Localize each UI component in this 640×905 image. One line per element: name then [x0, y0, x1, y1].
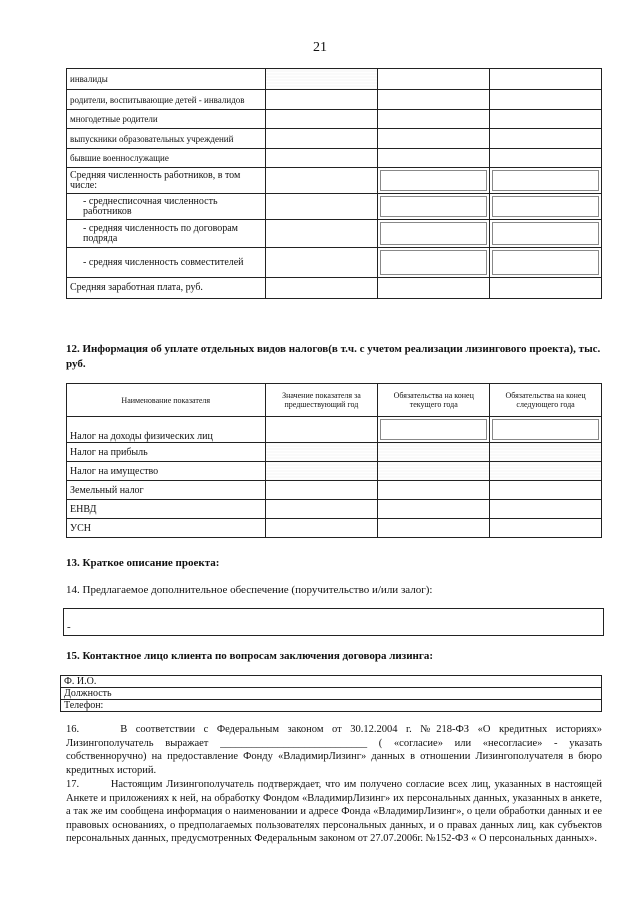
paragraph-number: 17.	[66, 779, 80, 790]
value-cell[interactable]	[490, 110, 602, 129]
column-header: Значение показателя за предшествующий год	[265, 384, 378, 417]
value-cell[interactable]	[378, 443, 490, 462]
value-cell[interactable]	[378, 69, 490, 90]
contact-phone-field[interactable]: Телефон:	[61, 700, 602, 712]
row-label: - средняя численность по договорам подряда	[67, 220, 266, 248]
value-cell[interactable]	[378, 110, 490, 129]
value-cell[interactable]	[378, 194, 490, 220]
row-label: Земельный налог	[67, 481, 266, 500]
table-row	[67, 69, 602, 90]
value-cell[interactable]	[265, 69, 378, 90]
paragraph-17	[66, 778, 602, 846]
table-row	[67, 443, 602, 462]
table-row	[67, 481, 602, 500]
value-cell[interactable]	[265, 194, 378, 220]
page-number: 21	[313, 40, 327, 55]
row-label: инвалиды	[67, 69, 266, 90]
table-row	[67, 220, 602, 248]
table-row	[67, 500, 602, 519]
value-cell[interactable]	[490, 500, 602, 519]
value-cell[interactable]	[265, 278, 378, 299]
value-cell[interactable]	[265, 220, 378, 248]
row-label: Налог на прибыль	[67, 443, 266, 462]
value-cell[interactable]	[378, 500, 490, 519]
value-cell[interactable]	[265, 481, 378, 500]
value-cell[interactable]	[378, 220, 490, 248]
value-cell[interactable]	[378, 481, 490, 500]
table-row	[67, 417, 602, 443]
table-row	[67, 194, 602, 220]
row-label: Налог на доходы физических лиц	[67, 417, 266, 443]
table-header-row	[67, 384, 602, 417]
table-row	[67, 168, 602, 194]
value-cell[interactable]	[490, 443, 602, 462]
value-cell[interactable]	[490, 129, 602, 149]
security-field[interactable]	[63, 608, 604, 636]
table-row	[67, 462, 602, 481]
paragraph-text: В соответствии с Федеральным законом от 30.12.2004 г. №218-ФЗ «О кредитных историях» Лизингополучатель выражает	[66, 724, 603, 749]
row-label: бывшие военнослужащие	[67, 149, 266, 168]
column-header: Обязательства на конец текущего года	[378, 384, 490, 417]
consent-blank[interactable]: ____________________________	[220, 737, 368, 749]
contact-table	[60, 675, 602, 712]
paragraph-text: ( «согласие» или «несогласие» - указать собственноручно) на предоставление Фонду «ВладимирЛизинг» данных в отношении Лизингополучателя в бюро кредитных историй.	[66, 737, 603, 776]
value-cell[interactable]	[265, 129, 378, 149]
value-cell[interactable]	[490, 481, 602, 500]
value-cell[interactable]	[378, 278, 490, 299]
row-label: - среднесписочная численность работников	[67, 194, 266, 220]
row-label: Средняя численность работников, в том числе:	[67, 168, 266, 194]
value-cell[interactable]	[490, 519, 602, 538]
value-cell[interactable]	[378, 90, 490, 110]
table-row	[67, 248, 602, 278]
column-header: Наименование показателя	[67, 384, 266, 417]
table-row	[67, 129, 602, 149]
paragraph-text: Настоящим Лизингополучатель подтверждает, что им получено согласие всех лиц, указанных в настоящей Анкете и приложениях к ней, на обработку Фондом «ВладимирЛизинг» их персональных данных, указанных в анкете, а так же им сообщена информация о наименовании и адресе Фонда «ВладимирЛизинг», о цели обработки данных и ее правовых основаниях, о предполагаемых пользователях персональных данных, и о правах данных лиц, как субъектов персональных данных, предусмотренных Федеральным законом от 27.07.2006г. №152-ФЗ « О персональных данных».	[66, 779, 603, 844]
value-cell[interactable]	[378, 462, 490, 481]
tax-table	[66, 383, 602, 538]
value-cell[interactable]	[490, 69, 602, 90]
value-cell[interactable]	[265, 149, 378, 168]
row-label: - средняя численность совместителей	[67, 248, 266, 278]
value-cell[interactable]	[378, 519, 490, 538]
table-row	[67, 110, 602, 129]
section-15-title: 15. Контактное лицо клиента по вопросам заключения договора лизинга:	[66, 650, 434, 662]
value-cell[interactable]	[265, 168, 378, 194]
table-row	[67, 278, 602, 299]
row-label: УСН	[67, 519, 266, 538]
value-cell[interactable]	[378, 129, 490, 149]
value-cell[interactable]	[378, 417, 490, 443]
value-cell[interactable]	[265, 248, 378, 278]
value-cell[interactable]	[490, 149, 602, 168]
value-cell[interactable]	[265, 519, 378, 538]
table-row	[67, 90, 602, 110]
value-cell[interactable]	[378, 168, 490, 194]
value-cell[interactable]	[490, 194, 602, 220]
staff-table	[66, 68, 602, 299]
value-cell[interactable]	[490, 462, 602, 481]
value-cell[interactable]	[490, 168, 602, 194]
value-cell[interactable]	[265, 417, 378, 443]
value-cell[interactable]	[490, 90, 602, 110]
row-label: выпускники образовательных учреждений	[67, 129, 266, 149]
table-row	[61, 688, 602, 700]
table-row	[67, 519, 602, 538]
table-row	[61, 700, 602, 712]
value-cell[interactable]	[378, 149, 490, 168]
value-cell[interactable]	[265, 500, 378, 519]
row-label: ЕНВД	[67, 500, 266, 519]
paragraph-16	[66, 723, 602, 777]
value-cell[interactable]	[490, 417, 602, 443]
value-cell[interactable]	[265, 462, 378, 481]
paragraph-number: 16.	[66, 724, 80, 735]
value-cell[interactable]	[490, 248, 602, 278]
row-label: Средняя заработная плата, руб.	[67, 278, 266, 299]
section-14-title: 14. Предлагаемое дополнительное обеспечение (поручительство и/или залог):	[66, 584, 433, 596]
value-cell[interactable]	[265, 90, 378, 110]
row-label: многодетные родители	[67, 110, 266, 129]
table-row	[61, 676, 602, 688]
row-label: родители, воспитывающие детей - инвалидов	[67, 90, 266, 110]
value-cell[interactable]	[490, 278, 602, 299]
security-value: -	[67, 621, 71, 633]
contact-position-field[interactable]: Должность	[61, 688, 602, 700]
value-cell[interactable]	[378, 248, 490, 278]
value-cell[interactable]	[490, 220, 602, 248]
row-label: Налог на имущество	[67, 462, 266, 481]
value-cell[interactable]	[265, 110, 378, 129]
contact-name-field[interactable]: Ф. И.О.	[61, 676, 602, 688]
value-cell[interactable]	[265, 443, 378, 462]
table-row	[67, 149, 602, 168]
section-13-title: 13. Краткое описание проекта:	[66, 557, 220, 569]
section-12-title: 12. Информация об уплате отдельных видов налогов(в т.ч. с учетом реализации лизингового проекта), тыс. руб.	[66, 343, 601, 370]
column-header: Обязательства на конец следующего года	[490, 384, 602, 417]
